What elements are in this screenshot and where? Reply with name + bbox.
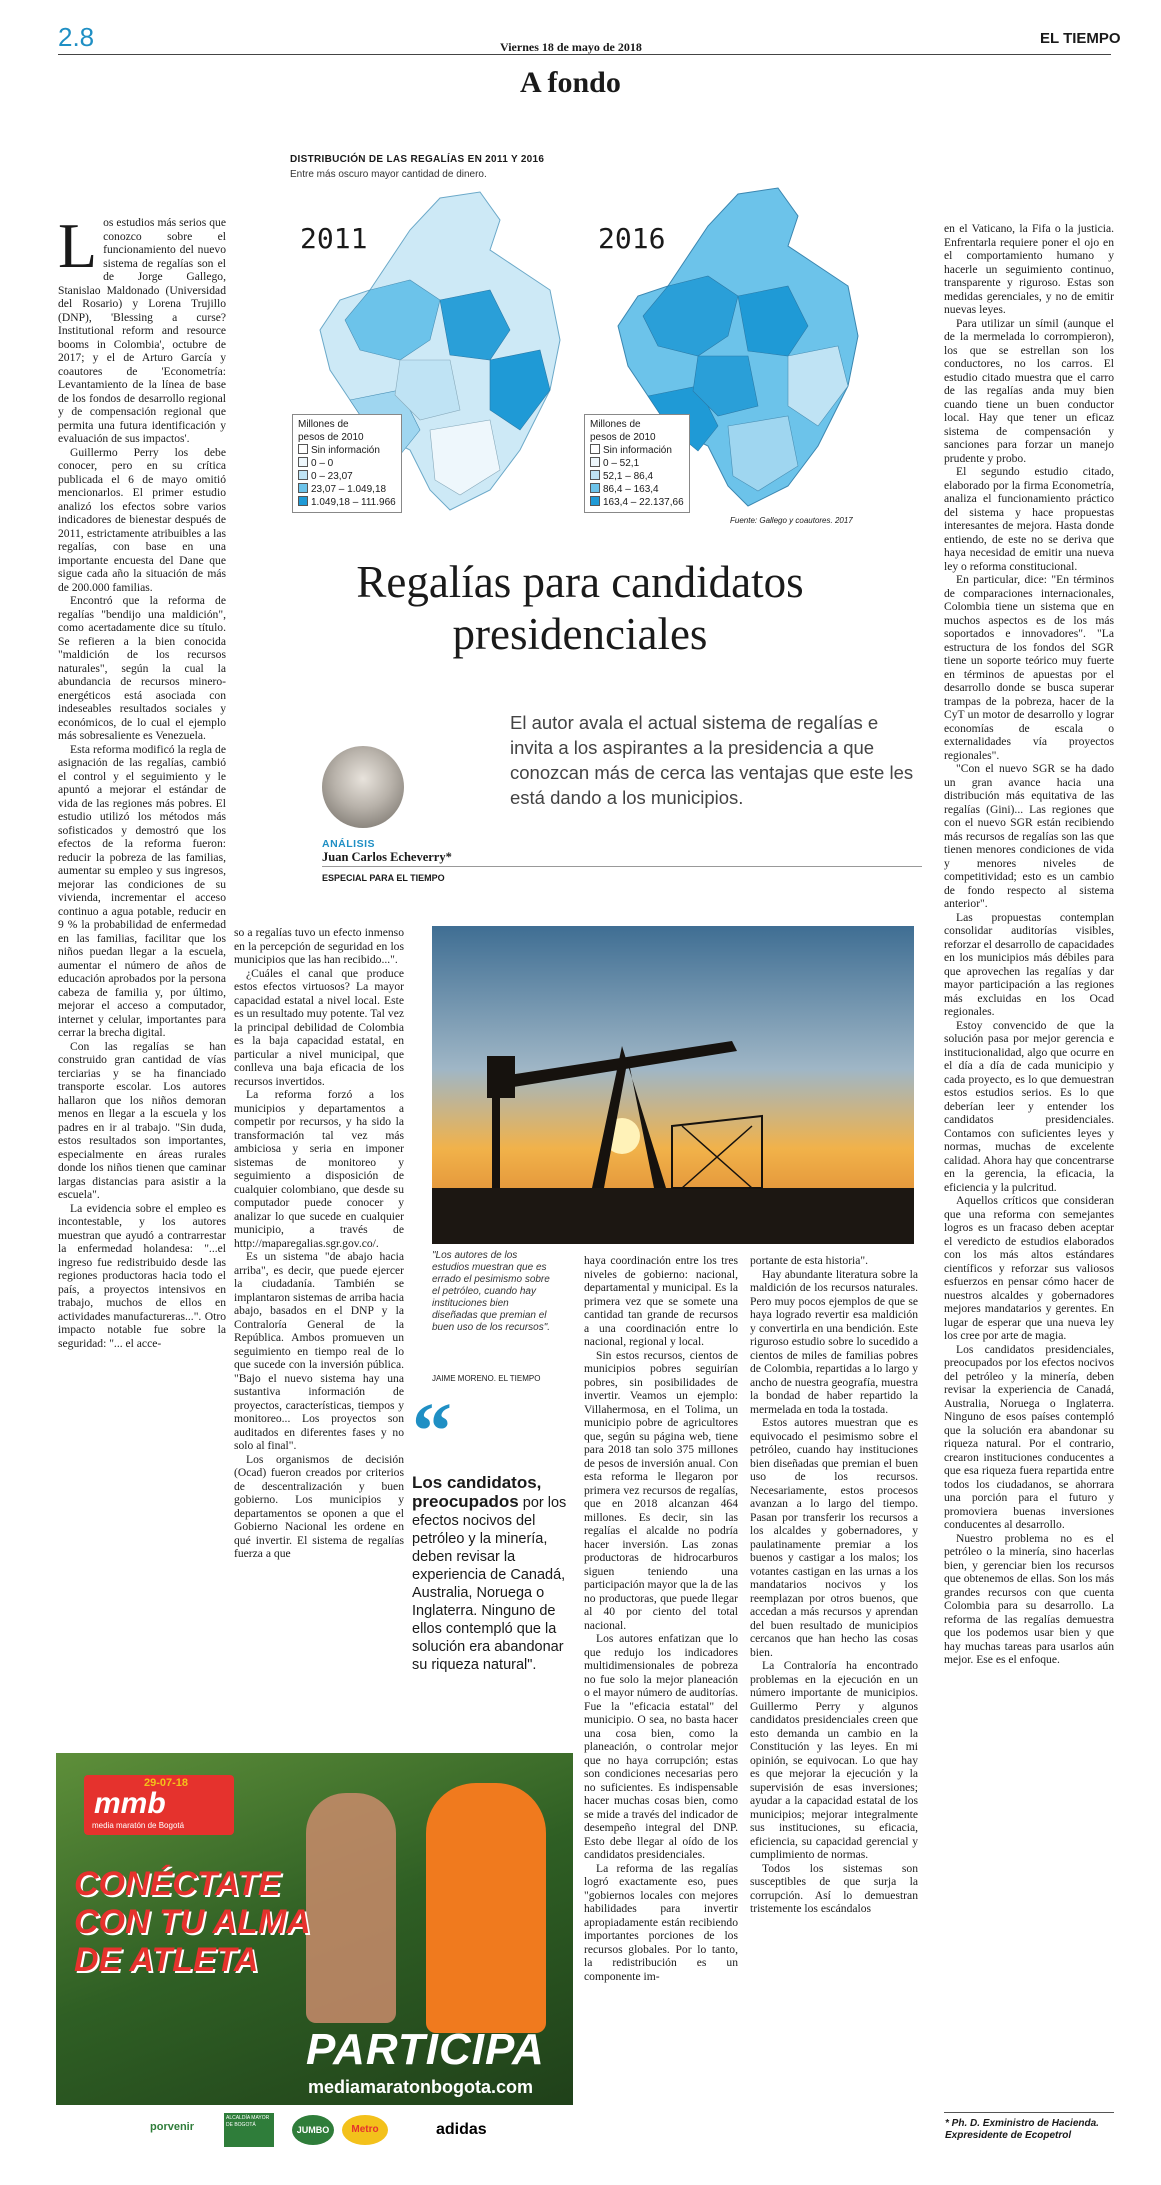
author-photo xyxy=(322,746,404,828)
photo-credit: JAIME MORENO. EL TIEMPO xyxy=(432,1374,541,1383)
headline: Regalías para candidatos presidenciales xyxy=(356,557,804,659)
header-rule xyxy=(58,54,1111,55)
column-4: portante de esta historia". Hay abundante literatura sobre la maldición de los recursos naturales. Pero muy pocos ejemplos de que se haya logrado revertir esa maldición y convertirla en una bendición. Este riguroso estudio sobre lo sucedido a cientos de miles de familias pobres de Colombia, repartidas a lo largo y ancho de nuestra geografía, muestra la bondad de haber repartido la mermelada en toda la tostada. Estos autores muestran que es equivocado el pesimismo sobre el petróleo, cuando hay instituciones bien diseñadas que premian el buen uso de los recursos. Necesariamente, estos procesos avanzan a lo largo del tiempo. Pasan por transferir los recursos a los alcaldes y gobernadores, y paulatinamente premiar a los buenos y castigar a los malos; los votantes castigan en las urnas a los mandatarios nocivos y los reemplazan por otros buenos, que accedan a más recursos y aprendan del buen resultado de municipios cercanos que han hecho las cosas bien. La Contraloría ha encontrado problemas en la ejecución en un número importante de municipios. Guillermo Perry y algunos candidatos presidenciales creen que esto demanda un cambio en la Constitución y las leyes. En mi opinión, se equivocan. Lo que hay es que mejorar la ejecución y la supervisión de esas inversiones; ayudar a la capacidad estatal de los municipios; mejorar integralmente sus instituciones, su eficacia, eficiencia, su capacidad gerencial y cumplimiento de normas. Todos los sistemas son susceptibles de que surja la corrupción. Así lo demuestran tristemente los escándalos xyxy=(750,1254,918,1915)
sponsor-adidas: adidas xyxy=(436,2121,487,2138)
sponsor-jumbo: JUMBO xyxy=(292,2115,334,2145)
map-title: DISTRIBUCIÓN DE LAS REGALÍAS EN 2011 Y 2016 xyxy=(290,154,545,165)
runner-man xyxy=(426,1783,546,2033)
issue-date: Viernes 18 de mayo de 2018 xyxy=(500,40,642,54)
newspaper-name: EL TIEMPO xyxy=(1040,30,1121,47)
column-2: so a regalías tuvo un efecto inmenso en la percepción de seguridad en los municipios que las han recibido...". ¿Cuáles el canal que produce estos efectos virtuosos? La mayor capacidad estatal a nivel local. Este es un resultado muy potente. Tal vez la principal debilidad de Colombia es la baja capacidad estatal, en particular a nivel municipal, que conlleva una baja eficacia de los recursos invertidos. La reforma forzó a los municipios y departamentos a competir por recursos, y ha sido la transformación tal vez más ambiciosa y seria en imponer sistemas de monitoreo y seguimiento a disposición de cualquier colombiano, que desde su computador puede conocer y analizar lo que sucede en cualquier municipio, a través de http://maparegalias.sgr.gov.co/. Es un sistema "de abajo hacia arriba", es decir, que puede ejercer la ciudadanía. También se implantaron sistemas de arriba hacia abajo, basados en el DNP y la Contraloría General de la República. Ambos promueven un seguimiento en tiempo real de lo que sucede con la inversión pública. "Bajo el nuevo sistema hay una sustantiva información de proyectos, características, tiempos y monitoreo... Los proyectos son auditados en diferentes fases y no solo al final". Los organismos de decisión (Ocad) fueron creados por criterios de descentralización y buen gobierno. Los municipios y departamentos se oponen a que el Gobierno Nacional les ordene en qué invertir. El sistema de regalías fuerza a que xyxy=(234,926,404,1560)
byline-rule xyxy=(322,866,922,867)
runner-woman xyxy=(306,1793,396,2023)
sponsor-porvenir: porvenir xyxy=(150,2121,195,2133)
map-legend-2011: Millones de pesos de 2010 Sin información 0 – 0 0 – 23,07 23,07 – 1.049,18 1.049,18 – 111.966 xyxy=(292,414,402,513)
column-3: haya coordinación entre los tres niveles de gobierno: nacional, departamental y municipal. Es la primera vez que se somete una cantidad tan grande de recursos a una coordinación entre lo nacional, regional y local. Sin estos recursos, cientos de municipios pobres seguirían pobres, sin posibilidades de invertir. Veamos un ejemplo: Villahermosa, en el Tolima, un municipio pobre de agricultores que, según su página web, tiene para 2018 tan solo 375 millones de pesos de inversión anual. Con esta reforma le llegaron por primera vez recursos de regalías, que en 2018 alcanzan 464 millones. Es decir, sin las regalías el alcalde no podría hacer inversión. Las zonas productoras de hidrocarburos siguen teniendo una participación mayor que la de las no productoras, que puede llegar al 40 por ciento del total nacional. Los autores enfatizan que lo que redujo los indicadores multidimensionales de pobreza no fue solo la mejor planeación o el mayor número de auditorías. Fue la "eficacia estatal" del municipio. O sea, no basta hacer una cosa bien, como la planeación, o controlar mejor que no haya corrupción; estas son condiciones necesarias pero no suficientes. Es indispensable hacer muchas cosas bien, como se mide a través del indicador de desempeño integral del DNP. Esto debe llegar al oído de los candidatos presidenciales. La reforma de las regalías logró exactamente eso, pues "gobiernos locales con mejores habilidades para invertir apropiadamente están recibiendo importantes porciones de los recursos globales. Por lo tanto, la redistribución es un componente im- xyxy=(584,1254,738,1983)
mmb-logo: 29-07-18 mmb media maratón de Bogotá xyxy=(84,1775,234,1835)
oil-pump-photo xyxy=(432,926,914,1244)
quote-mark-icon: “ xyxy=(412,1388,452,1476)
photo-caption: "Los autores de los estudios muestran que es errado el pesimismo sobre el petróleo, cuando hay instituciones bien diseñadas que premian el buen uso de los recursos". xyxy=(432,1250,551,1333)
sponsor-metro: Metro xyxy=(342,2115,388,2145)
drop-cap: L xyxy=(58,216,98,281)
map-source: Fuente: Gallego y coautores. 2017 xyxy=(730,516,853,525)
column-5: en el Vaticano, la Fifa o la justicia. Enfrentarla requiere poner el ojo en el comportamiento humano y hacerle un seguimiento continuo, transparente y riguroso. Estas son medidas gerenciales, y no de emitir nuevas leyes. Para utilizar un símil (aunque el de la mermelada lo corrompieron), los que se estrellan son los conductores, no los carros. El estudio citado muestra que el carro de las regalías anda muy bien cuando tiene un buen conductor local. Hay que tener un eficaz sistema de compensación y sanciones para forzar un manejo prudente y probo. El segundo estudio citado, elaborado por la firma Econometría, analiza el funcionamiento práctico del sistema y hace propuestas interesantes de mejora. Hasta donde entiendo, de este no se deriva que haya necesidad de emitir una nueva ley o reforma constitucional. En particular, dice: "En términos de comparaciones internacionales, Colombia tiene un sistema que en muchos aspectos es de los más soportados e innovadores". "La estructura de los fondos del SGR tiene un soporte teórico muy fuerte en términos de apuestas por el desarrollo donde se busca superar trampas de la pobreza, hacer de la CyT un motor de desarrollo y lograr economías de escala o externalidades vía proyectos regionales". "Con el nuevo SGR se ha dado un gran avance hacia una distribución más equitativa de las regalías (Gini)... Las regiones que con el nuevo SGR están recibiendo más recursos de regalías son las que tienen menores condiciones de vida y menores niveles de competitividad; esto es un cambio de fondo respecto al sistema anterior". Las propuestas contemplan consolidar auditorías visibles, reforzar el desarrollo de capacidades en los municipios más débiles para que aprovechen las regalías y dar mayor participación a las regiones más excluidas en los Ocad regionales. Estoy convencido de que la solución pasa por mejor gerencia e institucionalidad, algo que ocurre en el día a día de cada municipio y cada proyecto, es lo que demuestran estos estudios serios. Es lo que deberían leer y entender los candidatos presidenciales. Contamos con suficientes leyes y normas, muchas de excelente calidad. Ahora hay que concentrarse en la gerencia, la eficacia, la eficiencia y la pulcritud. Aquellos críticos que consideran que una reforma con semejantes logros es un fracaso deben aceptar el veredicto de estudios elaborados con los más altos estándares científicos y reforzar sus valiosos esfuerzos en pensar cómo hacer de nuestros alcaldes y gobernadores mejores mandatarios y gerentes. En lugar de esperar que una nueva ley los cree por arte de magia. Los candidatos presidenciales, preocupados por los efectos nocivos del petróleo y la minería, deben revisar la experiencia de Canadá, Australia, Noruega o Inglaterra. Ninguno de esos países contempló que la solución era abandonar su riqueza natural. Por el contrario, crearon instituciones conducentes a que esa riqueza fuera repartida entre todos los ciudadanos, se ahorrara una porción para el futuro y promoviera buenas inversiones conducentes al desarrollo. Nuestro problema no es el petróleo o la minería, sino hacerlas bien, y gerenciar bien los recursos que obtenemos de ellas. Son los más grandes recursos con que cuenta Colombia para su desarrollo. La reforma de las regalías demuestra que los podemos usar bien y que hay muchas tareas para usarlos aún mejor. Ese es el enfoque. xyxy=(944,222,1114,1666)
sponsor-bar xyxy=(56,2105,573,2155)
ad-url[interactable]: mediamaratonbogota.com xyxy=(308,2077,534,2097)
section-title: A fondo xyxy=(520,66,621,99)
deck: El autor avala el actual sistema de regalías e invita a los aspirantes a la presidencia a que conozcan más de cerca las ventajas que este les está dando a los municipios. xyxy=(510,712,914,808)
pull-quote: Los candidatos, preocupados por los efectos nocivos del petróleo y la minería, deben revisar la experiencia de Canadá, Australia, Noruega o Inglaterra. Ninguno de ellos contempló que la solución era abandonar su riqueza natural". xyxy=(412,1473,567,1673)
ad-cta: PARTICIPA xyxy=(306,2025,545,2074)
advertisement[interactable] xyxy=(56,1753,573,2155)
byline: ANÁLISIS Juan Carlos Echeverry* ESPECIAL PARA EL TIEMPO xyxy=(322,838,452,883)
column-1: L os estudios más serios que conozco sobre el funcionamiento del nuevo sistema de regalías son el de Jorge Gallego, Stanislao Maldonado (Universidad del Rosario) y Lorena Trujillo (DNP), 'Blessing a curse? Institutional reform and resource booms in Colombia', octubre de 2017; y el de Arturo García y coautores de 'Econometría: Levantamiento de la línea de base de los fondos de desarrollo regional y de compensación regional que permita una futura identificación y evaluación de sus impactos'. Guillermo Perry los debe conocer, pero en su crítica publicada el 6 de mayo omitió mencionarlos. El primer estudio analizó los efectos sobre varios indicadores de bienestar después de 2011, estrictamente atribuibles a las regalías, con base en una importante encuesta del Dane que sigue cada año la situación de más de 200.000 familias. Encontró que la reforma de regalías "bendijo una maldición", como acertadamente dice su título. Se refieren a la bien conocida "maldición de los recursos naturales", según la cual la abundancia de recursos minero-energéticos está asociada con indeseables resultados sociales y económicos, de lo cual el ejemplo más sobresaliente es Venezuela. Esta reforma modificó la regla de asignación de las regalías, cambió el control y el seguimiento y le apuntó a mejorar el estándar de vida de las regiones más pobres. El estudio utilizó los métodos más sofisticados y demostró que los efectos de la reforma fueron: reducir la pobreza de las familias, aumentar su empleo y sus ingresos, mejorar las condiciones de su vivienda, incrementar el acceso continuo a agua potable, reducir en 9 % la probabilidad de enfermedad en las familias, facilitar que los niños puedan llegar a la escuela, aumentar el número de años de educación aprobados por la persona cabeza de familia y, por último, mejorar el acceso a computador, internet y celular, importantes para cerrar la brecha digital. Con las regalías se han construido gran cantidad de vías terciarias y se ha financiado transporte escolar. Los autores hallaron que los niños demoran menos en llegar a la escuela y los padres en ir al trabajo. "Sin duda, estos resultados son importantes, especialmente en áreas rurales donde los niños tienen que caminar largas distancias para asistir a la escuela". La evidencia sobre el empleo es incontestable, y los autores muestran que ayudó a contrarrestar la enfermedad holandesa: "...el ingreso fue redistribuido desde las regiones productoras hacia todo el país, a proyectos intensivos en trabajo, muchos de ellos en actividades manufactureras...". Otro impacto notable fue sobre la seguridad: "... el acce- xyxy=(58,216,226,1350)
footnote-rule xyxy=(944,2112,1114,2113)
footnote: * Ph. D. Exministro de Hacienda. Expresidente de Ecopetrol xyxy=(945,2118,1099,2141)
map-legend-2016: Millones de pesos de 2010 Sin información 0 – 52,1 52,1 – 86,4 86,4 – 163,4 163,4 – 22.137,66 xyxy=(584,414,690,513)
map-year-2016: 2016 xyxy=(598,222,666,255)
page-number: 2.8 xyxy=(58,22,95,52)
map-subtitle: Entre más oscuro mayor cantidad de dinero. xyxy=(290,169,487,180)
map-year-2011: 2011 xyxy=(300,222,368,255)
sponsor-alcaldia: ALCALDÍA MAYOR DE BOGOTÁ xyxy=(224,2113,274,2147)
ad-slogan: CONÉCTATE CON TU ALMA DE ATLETA xyxy=(74,1865,311,1979)
